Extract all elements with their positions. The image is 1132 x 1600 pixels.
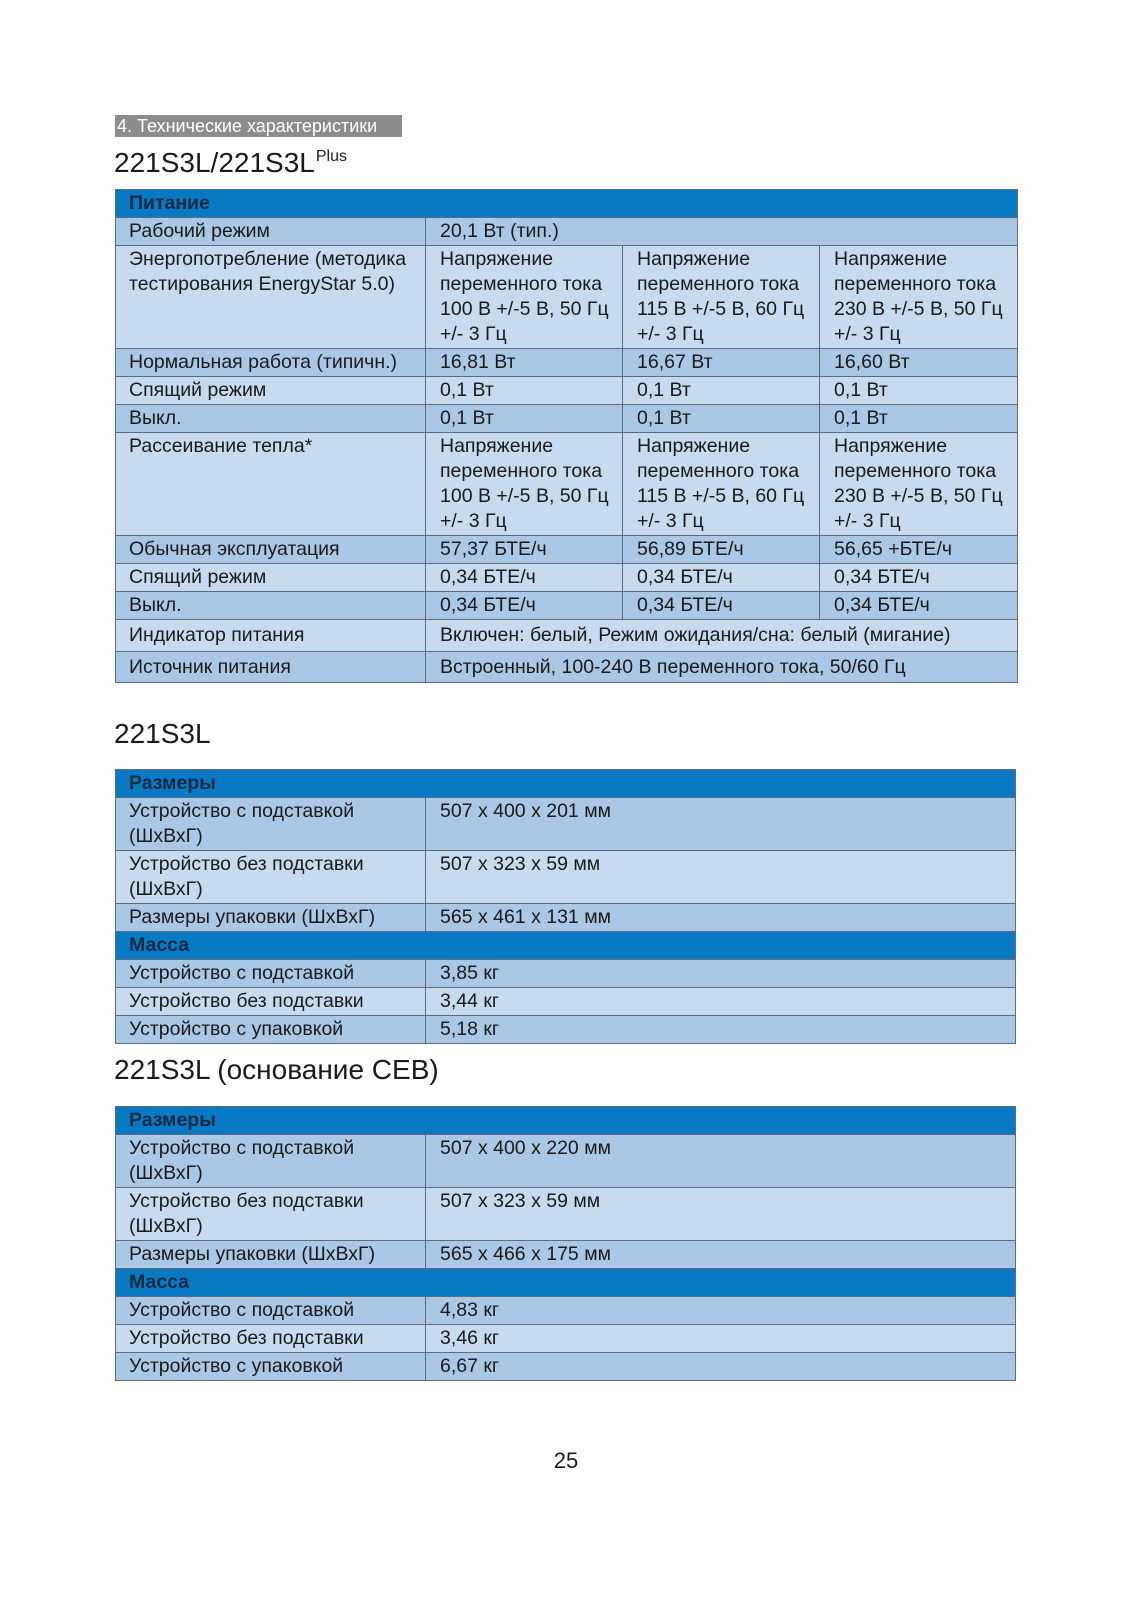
row-value: 0,34 БТЕ/ч	[623, 564, 820, 592]
row-label: Размеры упаковки (ШхВхГ)	[116, 1241, 426, 1269]
table-row	[116, 1188, 1016, 1241]
row-value: 56,65 +БТЕ/ч	[820, 536, 1018, 564]
table-row	[116, 433, 1018, 536]
model-heading-221s3l-plus	[114, 146, 347, 180]
row-value: 507 x 323 x 59 мм	[426, 1188, 1016, 1241]
row-value: 0,1 Вт	[820, 377, 1018, 405]
row-label: Устройство без подставки (ШхВхГ)	[116, 1188, 426, 1241]
row-value: Напряжение переменного тока 100 В +/-5 В, 50 Гц +/- 3 Гц	[426, 433, 623, 536]
row-label: Устройство без подставки (ШхВхГ)	[116, 851, 426, 904]
row-label: Выкл.	[116, 592, 426, 620]
row-value: 0,1 Вт	[623, 377, 820, 405]
row-label: Рабочий режим	[116, 218, 426, 246]
power-header: Питание	[116, 190, 1018, 218]
row-value: 16,60 Вт	[820, 349, 1018, 377]
row-value: 16,67 Вт	[623, 349, 820, 377]
row-label: Нормальная работа (типичн.)	[116, 349, 426, 377]
row-label: Рассеивание тепла*	[116, 433, 426, 536]
row-label: Источник питания	[116, 652, 426, 683]
table-header-row	[116, 1269, 1016, 1297]
table-row	[116, 960, 1016, 988]
row-label: Устройство с упаковкой	[116, 1016, 426, 1044]
row-value: Напряжение переменного тока 115 В +/-5 В, 60 Гц +/- 3 Гц	[623, 433, 820, 536]
row-value: 565 x 461 x 131 мм	[426, 904, 1016, 932]
table-row	[116, 851, 1016, 904]
row-label: Обычная эксплуатация	[116, 536, 426, 564]
row-value: 4,83 кг	[426, 1297, 1016, 1325]
row-value: Встроенный, 100-240 В переменного тока, 50/60 Гц	[426, 652, 1018, 683]
row-value: 6,67 кг	[426, 1353, 1016, 1381]
model-heading-221s3l-ceb: 221S3L (основание CEB)	[114, 1054, 439, 1085]
table-header-row	[116, 932, 1016, 960]
table-row	[116, 536, 1018, 564]
row-label: Размеры упаковки (ШхВхГ)	[116, 904, 426, 932]
row-label: Устройство с подставкой (ШхВхГ)	[116, 1135, 426, 1188]
row-label: Спящий режим	[116, 377, 426, 405]
model-heading-main: 221S3L/221S3L	[114, 147, 315, 178]
row-label: Устройство с подставкой	[116, 960, 426, 988]
row-value: 0,1 Вт	[820, 405, 1018, 433]
page-number: 25	[553, 1448, 579, 1473]
row-value: 0,34 БТЕ/ч	[820, 564, 1018, 592]
row-label: Устройство с подставкой (ШхВхГ)	[116, 798, 426, 851]
row-value: 0,34 БТЕ/ч	[426, 564, 623, 592]
row-value: 0,1 Вт	[426, 405, 623, 433]
row-value: 3,85 кг	[426, 960, 1016, 988]
table-row	[116, 1325, 1016, 1353]
table-row	[116, 405, 1018, 433]
row-label: Выкл.	[116, 405, 426, 433]
row-value: 3,44 кг	[426, 988, 1016, 1016]
row-value: 0,34 БТЕ/ч	[623, 592, 820, 620]
power-spec-table	[115, 189, 1018, 683]
row-value: 507 x 400 x 220 мм	[426, 1135, 1016, 1188]
table-row	[116, 377, 1018, 405]
table-row	[116, 798, 1016, 851]
row-value: Напряжение переменного тока 100 В +/-5 В, 50 Гц +/- 3 Гц	[426, 246, 623, 349]
row-value: 0,1 Вт	[623, 405, 820, 433]
dimensions-table-221s3l-ceb	[115, 1106, 1016, 1381]
table-row	[116, 246, 1018, 349]
row-label: Устройство с подставкой	[116, 1297, 426, 1325]
mass-header: Масса	[116, 1269, 1016, 1297]
row-value: 0,34 БТЕ/ч	[820, 592, 1018, 620]
table-row	[116, 1135, 1016, 1188]
row-value: 56,89 БТЕ/ч	[623, 536, 820, 564]
row-label: Устройство без подставки	[116, 1325, 426, 1353]
table-header-row	[116, 190, 1018, 218]
table-row	[116, 349, 1018, 377]
row-value: 0,1 Вт	[426, 377, 623, 405]
row-value: Напряжение переменного тока 115 В +/-5 В, 60 Гц +/- 3 Гц	[623, 246, 820, 349]
row-value: Включен: белый, Режим ожидания/сна: белый (мигание)	[426, 620, 1018, 652]
row-label: Энергопотребление (методика тестирования EnergyStar 5.0)	[116, 246, 426, 349]
row-label: Устройство с упаковкой	[116, 1353, 426, 1381]
row-value: 507 x 400 x 201 мм	[426, 798, 1016, 851]
dimensions-header: Размеры	[116, 770, 1016, 798]
row-value: Напряжение переменного тока 230 В +/-5 В, 50 Гц +/- 3 Гц	[820, 246, 1018, 349]
row-value: 565 x 466 x 175 мм	[426, 1241, 1016, 1269]
table-row	[116, 904, 1016, 932]
table-row	[116, 1297, 1016, 1325]
model-heading-221s3l: 221S3L	[114, 718, 211, 749]
row-value: 0,34 БТЕ/ч	[426, 592, 623, 620]
row-label: Устройство без подставки	[116, 988, 426, 1016]
table-row	[116, 620, 1018, 652]
row-value: 57,37 БТЕ/ч	[426, 536, 623, 564]
table-row	[116, 1016, 1016, 1044]
table-header-row	[116, 1107, 1016, 1135]
section-tag: 4. Технические характеристики	[115, 115, 402, 137]
model-heading-superscript: Plus	[315, 148, 347, 165]
table-row	[116, 218, 1018, 246]
row-label: Спящий режим	[116, 564, 426, 592]
table-header-row	[116, 770, 1016, 798]
table-row	[116, 652, 1018, 683]
dimensions-table-221s3l	[115, 769, 1016, 1044]
row-value: 20,1 Вт (тип.)	[426, 218, 1018, 246]
mass-header: Масса	[116, 932, 1016, 960]
table-row	[116, 564, 1018, 592]
table-row	[116, 1353, 1016, 1381]
table-row	[116, 988, 1016, 1016]
table-row	[116, 592, 1018, 620]
row-value: 3,46 кг	[426, 1325, 1016, 1353]
row-value: 16,81 Вт	[426, 349, 623, 377]
dimensions-header: Размеры	[116, 1107, 1016, 1135]
row-label: Индикатор питания	[116, 620, 426, 652]
row-value: Напряжение переменного тока 230 В +/-5 В, 50 Гц +/- 3 Гц	[820, 433, 1018, 536]
row-value: 5,18 кг	[426, 1016, 1016, 1044]
row-value: 507 x 323 x 59 мм	[426, 851, 1016, 904]
table-row	[116, 1241, 1016, 1269]
